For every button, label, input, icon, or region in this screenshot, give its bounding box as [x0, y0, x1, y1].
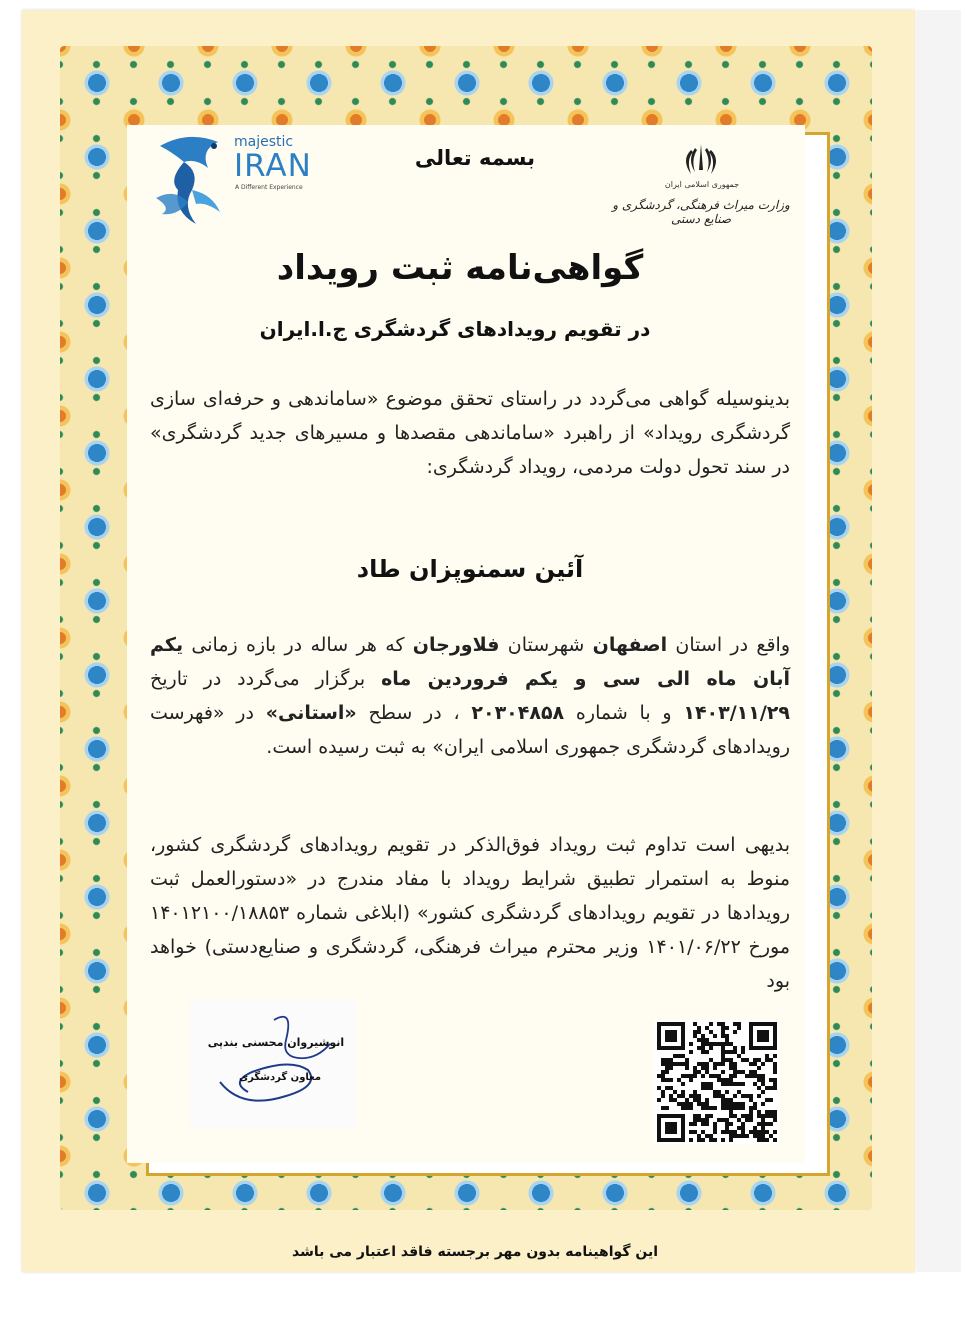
details-text: شهرستان — [499, 634, 593, 656]
phoenix-bird-icon — [148, 128, 238, 232]
page-edge-shadow — [917, 10, 961, 1272]
event-details-paragraph — [150, 628, 790, 764]
certificate-subtitle: در تقویم رویدادهای گردشگری ج.ا.ایران — [259, 317, 651, 341]
signer-role: معاون گردشگری — [238, 1072, 322, 1083]
signature-stamp — [190, 1000, 356, 1128]
intro-paragraph: بدینوسیله گواهی می‌گردد در راستای تحقق موضوع «ساماندهی و حرفه‌ای سازی گردشگری رویداد» از راهبرد «ساماندهی مقصدها و مسیرهای جدید گردشگری» در سند تحول دولت مردمی، رویداد گردشگری: — [150, 388, 790, 478]
registration-date-value: ۱۴۰۳/۱۱/۲۹ — [683, 702, 790, 724]
event-period-value: یکم آبان ماه الی سی و یکم فروردین ماه — [150, 634, 790, 690]
handwritten-signature — [190, 1000, 356, 1128]
signer-name: انوشیروان محسنی بندپی — [207, 1036, 345, 1049]
details-text: و با شماره — [564, 702, 684, 724]
details-text: برگزار می‌گردد در تاریخ — [150, 668, 382, 690]
bismillah-heading: بسمه تعالی — [414, 146, 536, 170]
logo-tagline: A Different Experience — [235, 184, 303, 191]
logo-iran-text: IRAN — [234, 148, 312, 184]
details-text: ، در سطح — [356, 702, 472, 724]
certificate-title: گواهی‌نامه ثبت رویداد — [276, 248, 644, 288]
ministry-emblem — [612, 140, 790, 230]
qr-code-graphic — [654, 1020, 780, 1144]
details-text: که هر ساله در بازه زمانی — [183, 634, 413, 656]
county-value: فلاورجان — [412, 634, 500, 656]
event-name: آئین سمنوپزان طاد — [356, 555, 584, 583]
majestic-iran-logo — [148, 128, 318, 232]
ministry-country-text: جمهوری اسلامی ایران — [664, 180, 740, 189]
iran-emblem-icon — [681, 140, 721, 180]
registration-number-value: ۲۰۳۰۴۸۵۸ — [471, 702, 565, 724]
details-text: در «فهرست رویدادهای گردشگری جمهوری اسلامی ایران» به ثبت رسیده است. — [150, 702, 790, 758]
details-text: واقع در استان — [667, 634, 790, 656]
province-value: اصفهان — [592, 634, 668, 656]
ministry-name: وزارت میراث فرهنگی، گردشگری و صنایع دستی — [612, 198, 790, 226]
logo-majestic-text: majestic — [234, 134, 294, 150]
footer-validity-note: این گواهینامه بدون مهر برجسته فاقد اعتبار می باشد — [291, 1244, 659, 1260]
closing-paragraph: بدیهی است تداوم ثبت رویداد فوق‌الذکر در تقویم رویدادهای گردشگری کشور، منوط به استمرار تطبیق شرایط رویداد با مفاد مندرج در «دستورالعمل ثبت رویدادها در تقویم رویدادهای گردشگری کشور» (ابلاغی شماره ۱۴۰۱۲۱۰۰/۱۸۸۵۳ مورخ ۱۴۰۱/۰۶/۲۲ وزیر محترم میراث فرهنگی، گردشگری و صنایع‌دستی) خواهد بود — [150, 834, 790, 992]
event-level-value: «استانی» — [265, 702, 357, 724]
qr-code-icon[interactable] — [654, 1020, 780, 1144]
